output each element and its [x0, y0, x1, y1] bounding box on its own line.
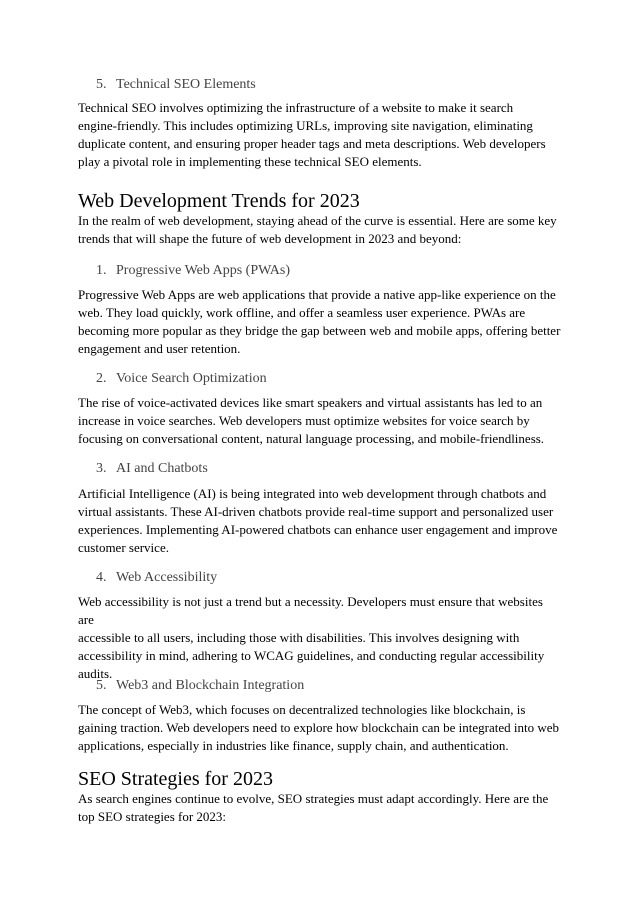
subheading-title: Web3 and Blockchain Integration [116, 678, 305, 693]
paragraph-line: gaining traction. Web developers need to explore how blockchain can be integrated into web [78, 720, 559, 735]
list-number: 5. [96, 678, 107, 693]
paragraph-line: The concept of Web3, which focuses on decentralized technologies like blockchain, is [78, 702, 526, 717]
subheading-title: AI and Chatbots [116, 461, 208, 476]
paragraph [78, 701, 562, 755]
paragraph-line: accessible to all users, including those with disabilities. This involves designing with [78, 630, 520, 645]
paragraph [78, 394, 562, 448]
paragraph-line: audits. [78, 666, 113, 681]
paragraph-line: focusing on conversational content, natural language processing, and mobile-friendliness. [78, 431, 545, 446]
list-number: 2. [96, 371, 107, 386]
subheading-title: Web Accessibility [116, 570, 218, 585]
paragraph [78, 485, 562, 557]
paragraph-line: Progressive Web Apps are web applications that provide a native app-like experience on the [78, 287, 556, 302]
paragraph-line: accessibility in mind, adhering to WCAG guidelines, and conducting regular accessibility [78, 648, 545, 663]
subheading-title: Voice Search Optimization [116, 371, 267, 386]
paragraph-line: applications, especially in industries like finance, supply chain, and authentication. [78, 738, 509, 753]
paragraph-line: engagement and user retention. [78, 341, 241, 356]
paragraph-line: duplicate content, and ensuring proper header tags and meta descriptions. Web developers [78, 136, 546, 151]
paragraph-line: increase in voice searches. Web developers must optimize websites for voice search by [78, 413, 530, 428]
list-number: 5. [96, 77, 107, 92]
paragraph-line: Web accessibility is not just a trend but a necessity. Developers must ensure that websites are [78, 594, 543, 627]
section-heading: Web Development Trends for 2023 [78, 190, 360, 212]
list-number: 1. [96, 263, 107, 278]
list-subheading [96, 371, 267, 387]
paragraph-line: web. They load quickly, work offline, and offer a seamless user experience. PWAs are [78, 305, 526, 320]
paragraph [78, 790, 562, 826]
list-number: 3. [96, 461, 107, 476]
paragraph-line: play a pivotal role in implementing these technical SEO elements. [78, 154, 422, 169]
paragraph-line: Technical SEO involves optimizing the infrastructure of a website to make it search [78, 100, 514, 115]
paragraph-line: engine-friendly. This includes optimizing URLs, improving site navigation, eliminating [78, 118, 533, 133]
paragraph [78, 212, 562, 248]
paragraph-line: experiences. Implementing AI-powered chatbots can enhance user engagement and improve [78, 522, 558, 537]
paragraph-line: becoming more popular as they bridge the gap between web and mobile apps, offering better [78, 323, 561, 338]
list-subheading [96, 77, 256, 93]
paragraph [78, 593, 562, 683]
list-subheading [96, 678, 304, 694]
paragraph-line: virtual assistants. These AI-driven chatbots provide real-time support and personalized user [78, 504, 554, 519]
paragraph-line: top SEO strategies for 2023: [78, 809, 227, 824]
paragraph [78, 286, 562, 358]
paragraph [78, 99, 562, 171]
list-number: 4. [96, 570, 107, 585]
paragraph-line: customer service. [78, 540, 169, 555]
paragraph-line: In the realm of web development, staying ahead of the curve is essential. Here are some key [78, 213, 557, 228]
paragraph-line: Artificial Intelligence (AI) is being integrated into web development through chatbots and [78, 486, 547, 501]
paragraph-line: trends that will shape the future of web development in 2023 and beyond: [78, 231, 462, 246]
section-heading: SEO Strategies for 2023 [78, 768, 273, 790]
subheading-title: Progressive Web Apps (PWAs) [116, 263, 290, 278]
list-subheading [96, 570, 217, 586]
list-subheading [96, 461, 208, 477]
paragraph-line: As search engines continue to evolve, SEO strategies must adapt accordingly. Here are the [78, 791, 549, 806]
paragraph-line: The rise of voice-activated devices like smart speakers and virtual assistants has led to an [78, 395, 543, 410]
subheading-title: Technical SEO Elements [116, 77, 256, 92]
list-subheading [96, 263, 290, 279]
